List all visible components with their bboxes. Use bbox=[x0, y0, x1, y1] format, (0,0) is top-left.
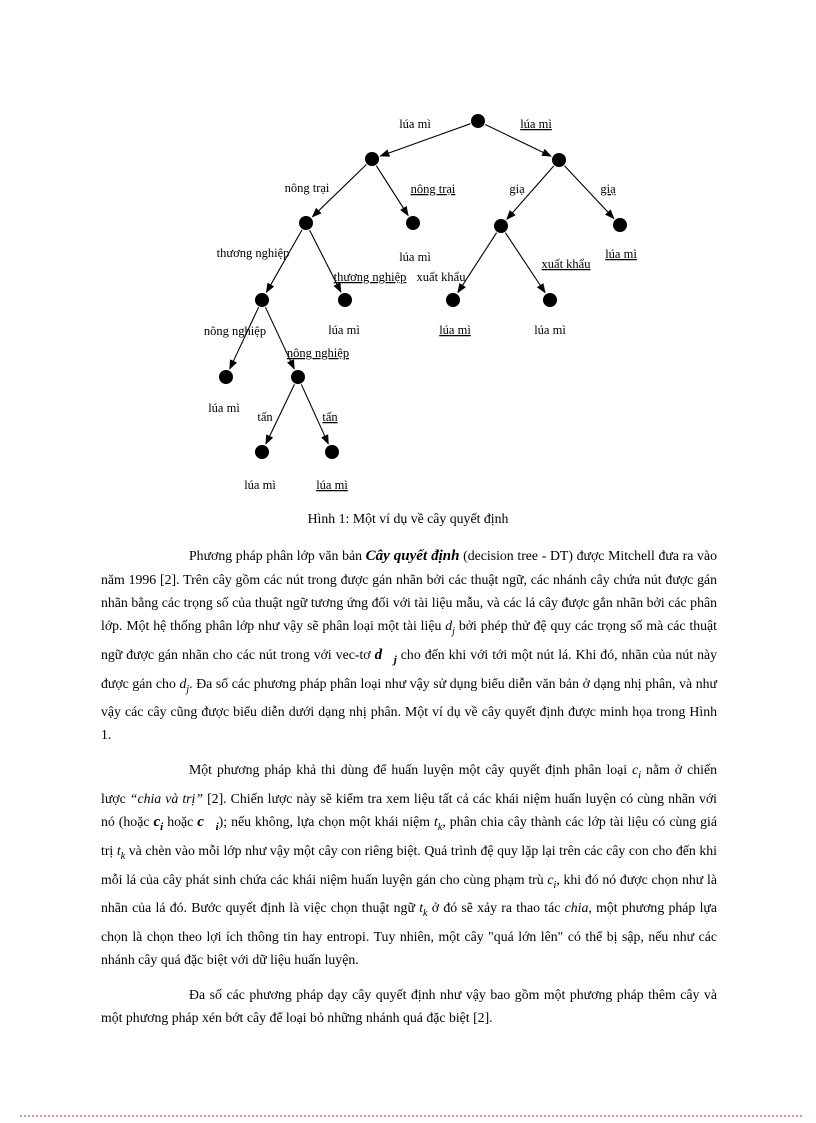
text-run: chia bbox=[564, 900, 589, 916]
body-text bbox=[101, 544, 717, 1041]
text-run: i bbox=[215, 820, 219, 833]
paragraph bbox=[101, 758, 717, 971]
text-run: hoặc bbox=[163, 814, 198, 829]
paragraph bbox=[101, 983, 717, 1029]
text-run: [2]. Chiến lược này sẽ kiểm tra xem liệu tất cả các khái niệm huấn luyện có cùng nhãn với nó (hoặc bbox=[101, 791, 717, 829]
text-run: , phân chia cây thành các lớp tài liệu có cùng giá trị bbox=[101, 814, 717, 858]
tree-edge bbox=[376, 166, 408, 216]
figure-caption: Hình 1: Một ví dụ về cây quyết định bbox=[307, 511, 509, 526]
tree-edge-label: thương nghiệp bbox=[333, 270, 407, 284]
text-run: ở đó sẽ xảy ra thao tác bbox=[427, 900, 565, 916]
text-run: ); nếu không, lựa chọn một khái niệm bbox=[218, 814, 435, 829]
tree-edge bbox=[267, 230, 303, 292]
text-run: cho đến khi với tới một nút lá. Khi đó, nhãn của nút này được gán cho bbox=[101, 646, 717, 691]
text-run: Cây quyết định bbox=[365, 548, 460, 564]
text-run: t bbox=[434, 814, 438, 829]
text-run: i bbox=[638, 770, 642, 781]
tree-edge-label: giạ bbox=[509, 182, 525, 196]
text-run: c⃗ bbox=[197, 814, 216, 830]
footer-dotted-divider bbox=[20, 1115, 802, 1117]
text-run: bởi phép thử đệ quy các trọng số mà các thuật ngữ được gán nhãn cho các nút trong với vec-tơ bbox=[101, 618, 718, 662]
tree-node-nRLb bbox=[543, 293, 557, 307]
tree-edge-label: nông trại bbox=[410, 182, 456, 196]
text-run: , khi đó nó được chọn như là nhãn của lá đó. Bước quyết định là việc chọn thuật ngữ bbox=[101, 871, 717, 916]
decision-tree-svg bbox=[140, 106, 700, 516]
tree-edge-label: tấn bbox=[257, 410, 273, 424]
text-run: c bbox=[547, 871, 554, 887]
tree-leaf-label: lúa mì bbox=[399, 250, 431, 264]
tree-edge-label: xuất khẩu bbox=[541, 257, 591, 271]
text-run: c bbox=[153, 814, 161, 830]
tree-edge-label: xuất khẩu bbox=[416, 270, 466, 284]
text-run: i bbox=[553, 879, 557, 891]
tree-edge-label: giạ bbox=[600, 182, 616, 196]
text-run: d bbox=[179, 675, 187, 691]
text-run: d bbox=[445, 618, 453, 633]
text-run: i bbox=[160, 820, 164, 833]
tree-edge-label: nông nghiệp bbox=[286, 346, 350, 360]
text-run: c bbox=[632, 762, 639, 778]
decision-tree-figure bbox=[140, 106, 700, 516]
text-run: k bbox=[423, 908, 428, 919]
tree-edge-label: tấn bbox=[322, 410, 338, 424]
paragraph bbox=[101, 544, 717, 746]
tree-leaf-label: lúa mì bbox=[244, 478, 276, 492]
tree-leaf-label: lúa mì bbox=[605, 247, 637, 261]
tree-node-nLLa bbox=[255, 293, 269, 307]
tree-node-nRL bbox=[494, 219, 508, 233]
tree-edge-label: nông nghiệp bbox=[203, 324, 267, 338]
text-run: Đa số các phương pháp dạy cây quyết định như vậy bao gồm một phương pháp thêm cây và một phương pháp xén bớt cây để loại bỏ những nhánh quá đặc biệt [2]. bbox=[101, 987, 717, 1025]
tree-edge bbox=[230, 307, 259, 369]
text-run: và chèn vào mỗi lớp như vậy một cây con riêng biệt. Quá trình đệ quy lặp lại trên các cây con cho đến khi mỗi lá của cây phát sinh chứa các khái niệm huấn luyện gán cho cùng phạm trù bbox=[101, 842, 717, 887]
text-run: “chia và trị” bbox=[129, 791, 204, 806]
tree-edge-label: lúa mì bbox=[520, 117, 552, 131]
tree-leaf-label: lúa mì bbox=[328, 323, 360, 337]
tree-leaf-label: lúa mì bbox=[208, 401, 240, 415]
tree-edge-label: thương nghiệp bbox=[216, 246, 290, 260]
text-run: k bbox=[437, 821, 443, 833]
text-run: j bbox=[393, 653, 397, 666]
text-run: (decision tree - DT) được Mitchell đưa ra vào năm 1996 [2]. Trên cây gồm các nút trong được gán nhãn bởi các thuật ngữ, các nhánh cây chứa nút được gán nhãn bằng các trọng số của thuật ngữ tương ứng đối với tài liệu mẫu, và các lá cây được gắn nhãn bởi các phân lớp. Một hệ thống phân lớp như vậy sẽ phân loại một tài liệu bbox=[101, 548, 717, 633]
tree-node-nRLa bbox=[446, 293, 460, 307]
tree-node-n5b bbox=[291, 370, 305, 384]
tree-node-nR bbox=[552, 153, 566, 167]
tree-node-n6b bbox=[325, 445, 339, 459]
tree-edge-label: lúa mì bbox=[399, 117, 431, 131]
text-run: , một phương pháp lựa chọn là chọn theo lợi ích thông tin hay entropi. Tuy nhiên, một cây "quá lớn lên" có thể bị sập, nếu như các nhánh cây quá đặc biệt với dữ liệu huấn luyện. bbox=[101, 900, 717, 967]
text-run: j bbox=[186, 683, 190, 695]
text-run: k bbox=[120, 850, 126, 862]
text-run: t bbox=[116, 842, 121, 858]
tree-edge bbox=[505, 233, 545, 293]
text-run: Phương pháp phân lớp văn bản bbox=[189, 548, 366, 563]
text-run: . Đa số các phương pháp phân loại như vậy sử dụng biểu diễn văn bản ở dạng nhị phân, và như vậy các cây cũng được biểu diễn dưới dạng nhị phân. Một ví dụ về cây quyết định được minh họa trong Hình 1. bbox=[101, 675, 717, 743]
tree-node-n5a bbox=[219, 370, 233, 384]
text-run: Một phương pháp khả thi dùng để huấn luyện một cây quyết định phân loại bbox=[189, 762, 633, 778]
tree-node-nLLb bbox=[338, 293, 352, 307]
text-run: nằm ở chiến lược bbox=[101, 762, 717, 806]
tree-leaf-label: lúa mì bbox=[534, 323, 566, 337]
tree-leaf-label: lúa mì bbox=[439, 323, 471, 337]
text-run: j bbox=[452, 625, 455, 637]
text-run: d⃗ bbox=[374, 646, 394, 663]
tree-edge-label: nông trại bbox=[284, 181, 330, 195]
tree-leaf-label: lúa mì bbox=[316, 478, 348, 492]
tree-node-nRR bbox=[613, 218, 627, 232]
tree-node-nL bbox=[365, 152, 379, 166]
tree-node-n6a bbox=[255, 445, 269, 459]
text-run: t bbox=[419, 900, 424, 916]
tree-node-root bbox=[471, 114, 485, 128]
tree-node-nLL bbox=[299, 216, 313, 230]
tree-node-nLR bbox=[406, 216, 420, 230]
